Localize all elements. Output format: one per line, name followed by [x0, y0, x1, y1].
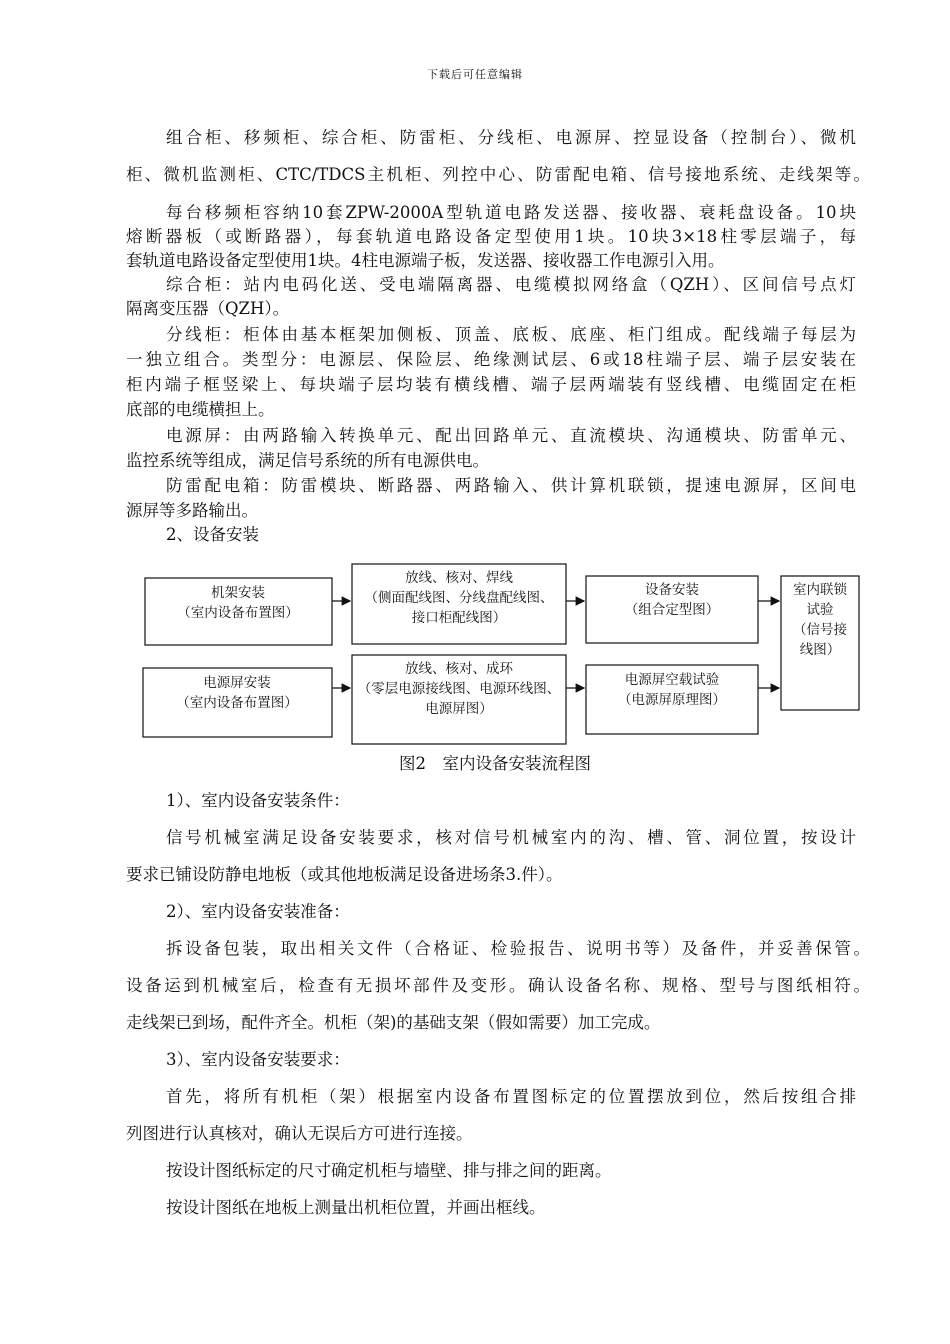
flow-box-text: 线图）	[799, 642, 841, 658]
paragraph-line: 综合柜：站内电码化送、受电端隔离器、电缆模拟网络盒（QZH）、区间信号点灯	[166, 275, 856, 294]
flow-box-text: 接口柜配线图）	[411, 610, 507, 626]
paragraph-line: 按设计图纸标定的尺寸确定机柜与墙壁、排与排之间的距离。	[166, 1161, 612, 1180]
figure-caption: 图2 室内设备安装流程图	[399, 754, 591, 773]
flow-box-text: （组合定型图）	[624, 602, 720, 618]
flow-box-text: 室内联锁	[793, 582, 847, 598]
paragraph-line: 信号机械室满足设备安装要求，核对信号机械室内的沟、槽、管、洞位置，按设计	[166, 828, 856, 847]
flow-box-text: 机架安装	[211, 585, 265, 601]
flow-box-text: （侧面配线图、分线盘配线图、	[364, 590, 554, 606]
paragraph-line: 每台移频柜容纳10套ZPW-2000A型轨道电路发送器、接收器、衰耗盘设备。10块	[166, 203, 856, 222]
flow-box-text: （信号接	[793, 622, 847, 638]
paragraph-line: 按设计图纸在地板上测量出机柜位置，并画出框线。	[166, 1198, 546, 1217]
paragraph-line: 电源屏：由两路输入转换单元、配出回路单元、直流模块、沟通模块、防雷单元、	[166, 426, 856, 445]
flow-box-text: （电源屏原理图）	[618, 692, 726, 708]
flow-box-text: 电源屏图）	[425, 701, 493, 717]
flow-box-text: （室内设备布置图）	[177, 605, 299, 621]
paragraph-line: 柜内端子框竖梁上、每块端子层均装有横线槽、端子层两端装有竖线槽、电缆固定在柜	[126, 375, 856, 394]
paragraph-line: 源屏等多路输出。	[126, 501, 258, 520]
paragraph-line: 一独立组合。类型分：电源层、保险层、绝缘测试层、6或18柱端子层、端子层安装在	[126, 350, 856, 369]
section-heading: 2、设备安装	[166, 525, 259, 544]
paragraph-line: 分线柜：柜体由基本框架加侧板、顶盖、底板、底座、柜门组成。配线端子每层为	[166, 325, 856, 344]
flow-box-text: 设备安装	[645, 582, 699, 598]
paragraph-line: 熔断器板（或断路器），每套轨道电路设备定型使用1块。10块3×18柱零层端子，每	[126, 227, 856, 246]
flow-box-text: 放线、核对、成环	[405, 661, 513, 677]
flow-box-text: （室内设备布置图）	[176, 695, 298, 711]
paragraph-line: 套轨道电路设备定型使用1块。4柱电源端子板，发送器、接收器工作电源引入用。	[126, 251, 725, 270]
paragraph-line: 拆设备包装，取出相关文件（合格证、检验报告、说明书等）及备件，并妥善保管。	[166, 939, 870, 958]
flow-box-text: 电源屏空载试验	[624, 672, 720, 688]
subsection-heading: 2）、室内设备安装准备：	[166, 902, 350, 921]
page-header: 下载后可任意编辑	[427, 68, 523, 81]
subsection-heading: 3）、室内设备安装要求：	[166, 1050, 350, 1069]
paragraph-line: 走线架已到场，配件齐全。机柜（架)的基础支架（假如需要）加工完成。	[126, 1013, 661, 1032]
paragraph-line: 要求已铺设防静电地板（或其他地板满足设备进场条3.件）。	[126, 865, 563, 884]
subsection-heading: 1）、室内设备安装条件：	[166, 791, 350, 810]
paragraph-line: 隔离变压器（QZH）。	[126, 299, 290, 318]
paragraph-line: 底部的电缆横担上。	[126, 400, 275, 419]
paragraph-line: 首先，将所有机柜（架）根据室内设备布置图标定的位置摆放到位，然后按组合排	[166, 1087, 856, 1106]
paragraph-line: 列图进行认真核对，确认无误后方可进行连接。	[126, 1124, 473, 1143]
paragraph-line: 设备运到机械室后，检查有无损坏部件及变形。确认设备名称、规格、型号与图纸相符。	[126, 976, 870, 995]
paragraph-line: 柜、微机监测柜、CTC/TDCS主机柜、列控中心、防雷配电箱、信号接地系统、走线架等。	[126, 165, 870, 184]
paragraph-line: 防雷配电箱：防雷模块、断路器、两路输入、供计算机联锁，提速电源屏，区间电	[166, 476, 856, 495]
flow-box-text: （零层电源接线图、电源环线图、	[357, 681, 561, 697]
flow-box-text: 试验	[806, 602, 834, 618]
flow-box-text: 放线、核对、焊线	[405, 570, 513, 586]
flow-box-text: 电源屏安装	[203, 675, 271, 691]
paragraph-line: 组合柜、移频柜、综合柜、防雷柜、分线柜、电源屏、控显设备（控制台）、微机	[166, 128, 856, 147]
paragraph-line: 监控系统等组成，满足信号系统的所有电源供电。	[126, 451, 489, 470]
